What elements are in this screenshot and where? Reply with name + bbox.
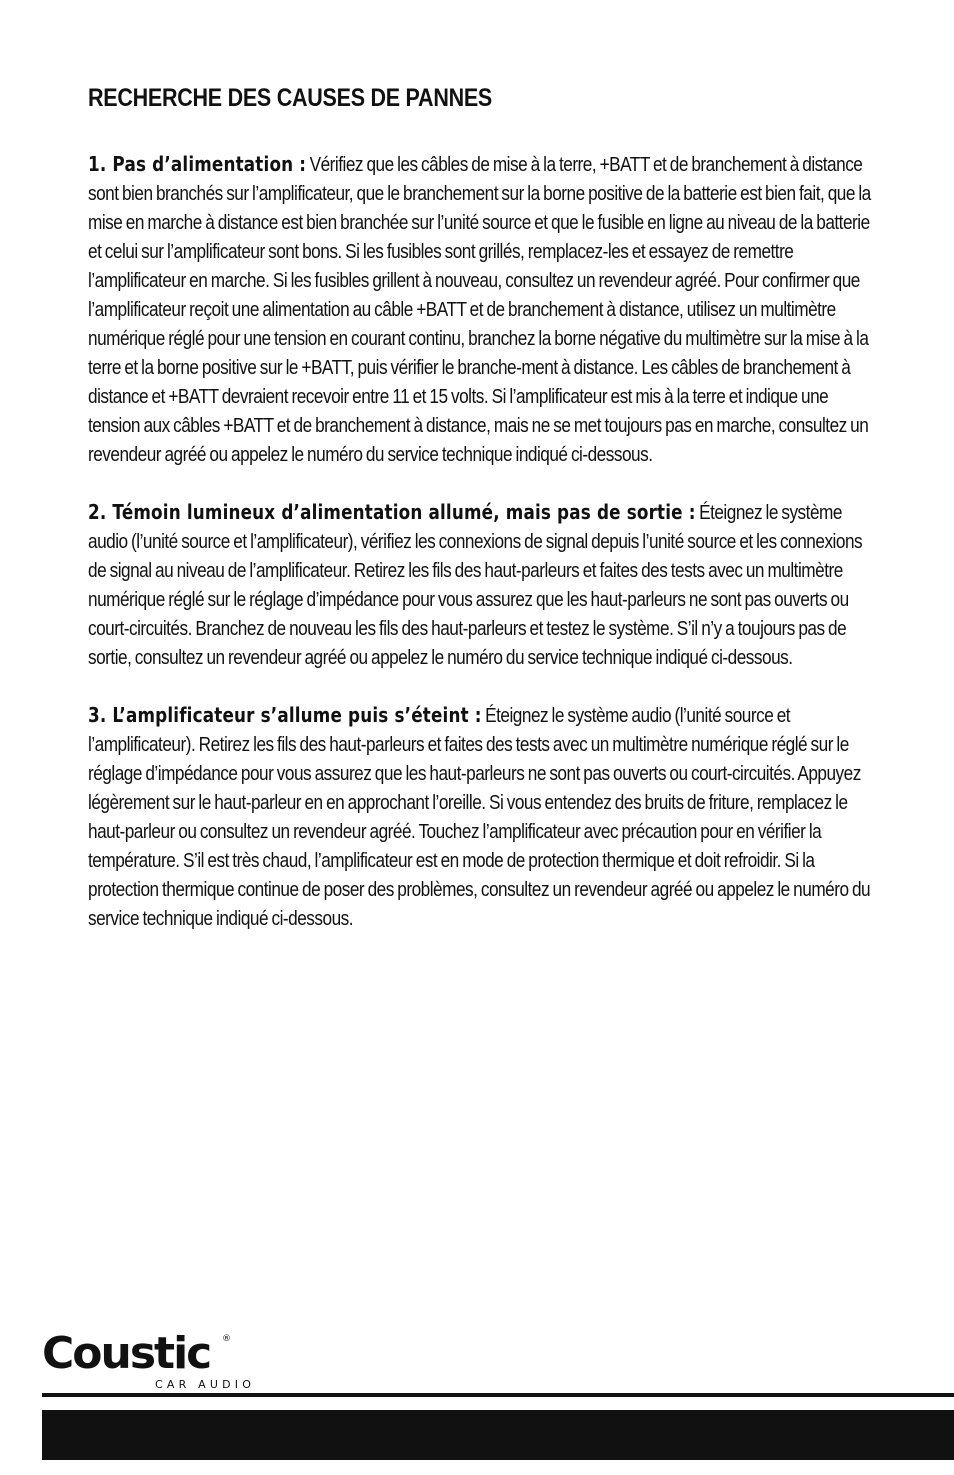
section-body: Éteignez le système audio (l’unité source et l’amplificateur). Retirez les fils des haut-parleurs et faites des tests avec un multimètre numérique réglé sur le réglage d’impédance pour vous assurez que les haut-parleurs ne sont pas ouverts ou court-circuités. Appuyez légèrement sur le haut-parleur en en approchant l’oreille. Si vous entendez des bruits de friture, remplacez le haut-parleur ou consultez un revendeur agréé. Touchez l’amplificateur avec précaution pour en vérifier la température. S’il est très chaud, l’amplificateur est en mode de protection thermique et doit refroidir. Si la protection thermique continue de poser des problèmes, consultez un revendeur agréé ou appelez le numéro du service technique indiqué ci-dessous. <box>88 704 871 930</box>
section-heading: 3. L’amplificateur s’allume puis s’éteint : <box>88 703 482 727</box>
footer-bar <box>42 1410 954 1460</box>
page-title: RECHERCHE DES CAUSES DE PANNES <box>88 84 493 112</box>
footer-divider <box>42 1393 954 1397</box>
section-power-led-no-output <box>88 498 878 672</box>
troubleshooting-content <box>88 150 878 962</box>
section-no-power <box>88 150 878 469</box>
section-body: Vérifiez que les câbles de mise à la terre, +BATT et de branchement à distance sont bien branchés sur l’amplificateur, que le branchement sur la borne positive de la batterie est bien fait, que la mise en marche à distance est bien branchée sur l’unité source et que le fusible en ligne au niveau de la batterie et celui sur l’amplificateur sont bons. Si les fusibles sont grillés, remplacez-les et essayez de remettre l’amplificateur en marche. Si les fusibles grillent à nouveau, consultez un revendeur agréé. Pour confirmer que l’amplificateur reçoit une alimentation au câble +BATT et de branchement à distance, utilisez un multimètre numérique réglé pour une tension en courant continu, branchez la borne négative du multimètre sur la mise à la terre et la borne positive sur le +BATT, puis vérifier le branche-ment à distance. Les câbles de branchement à distance et +BATT devraient recevoir entre 11 et 15 volts. Si l’amplificateur est mis à la terre et indique une tension aux câbles +BATT et de branchement à distance, mais ne se met toujours pas en marche, consultez un revendeur agréé ou appelez le numéro du service technique indiqué ci-dessous. <box>88 153 871 466</box>
registered-mark: ® <box>222 1334 231 1344</box>
brand-logo <box>42 1330 282 1396</box>
section-body: Éteignez le système audio (l’unité source et l’amplificateur), vérifiez les connexions de signal depuis l’unité source et les connexions de signal au niveau de l’amplificateur. Retirez les fils des haut-parleurs et faites des tests avec un multimètre numérique réglé sur le réglage d’impédance pour vous assurez que les haut-parleurs ne sont pas ouverts ou court-circuités. Branchez de nouveau les fils des haut-parleurs et testez le système. S’il n’y a toujours pas de sortie, consultez un revendeur agréé ou appelez le numéro du service technique indiqué ci-dessous. <box>88 501 863 669</box>
section-heading: 2. Témoin lumineux d’alimentation allumé, mais pas de sortie : <box>88 500 696 524</box>
section-heading: 1. Pas d’alimentation : <box>88 152 307 176</box>
logo-tagline: CAR AUDIO <box>155 1378 256 1391</box>
logo-wordmark: Coustic <box>42 1328 211 1379</box>
section-amp-cycles-on-off <box>88 701 878 933</box>
